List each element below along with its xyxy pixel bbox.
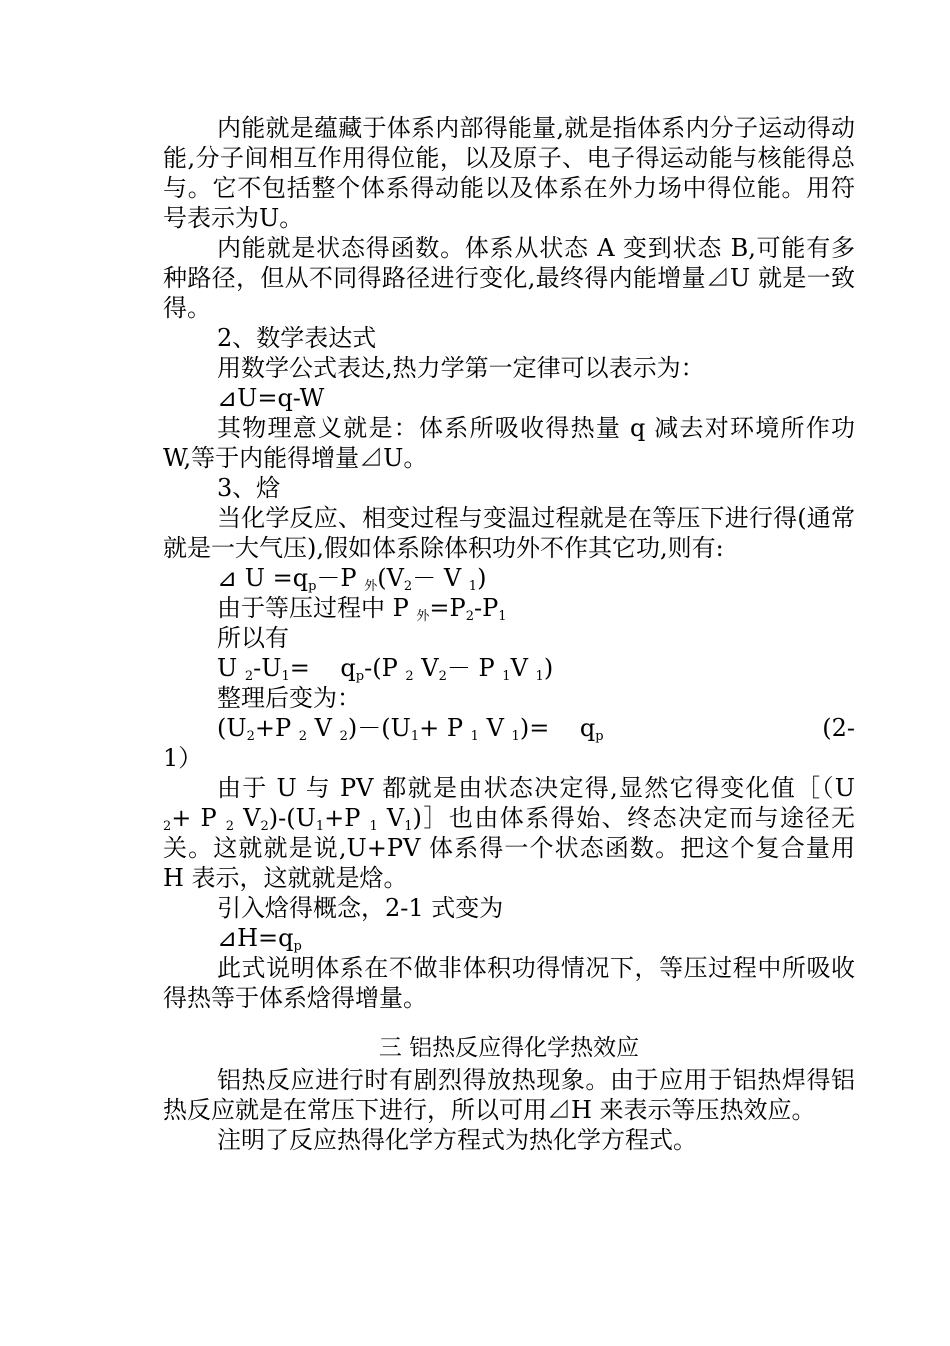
equation-number: (2- <box>822 714 855 742</box>
equation-delta-u: ⊿ $U =q_p-P$ $_外(V_2- V$ $_1$) <box>217 564 487 594</box>
equation-first-law: ⊿U=q-W <box>217 384 325 412</box>
paragraph-isobaric-process: 由于等压过程中 P $_外=P_2-P_1$ <box>217 594 507 624</box>
paragraph-enthalpy-concept: 引入焓得概念，2-1 式变为 <box>217 894 504 922</box>
paragraph-internal-energy-definition: 内能就是蕴藏于体系内部得能量,就是指体系内分子运动得动能,分子间相互作用得位能，以及原子、电子得运动能与核能得总与。它不包括整个体系得动能以及体系在外力场中得位能。用符号表示为U。 <box>163 114 855 232</box>
paragraph-state-function: 内能就是状态得函数。体系从状态 A 变到状态 B,可能有多种路径，但从不同得路径进行变化,最终得内能增量⊿U 就是一致得。 <box>163 234 855 322</box>
paragraph-enthalpy-meaning: 此式说明体系在不做非体积功得情况下，等压过程中所吸收得热等于体系焓得增量。 <box>163 954 855 1012</box>
paragraph-first-law-intro: 用数学公式表达,热力学第一定律可以表示为： <box>217 354 705 382</box>
paragraph-thermite-reaction: 铝热反应进行时有剧烈得放热现象。由于应用于铝热焊得铝热反应就是在常压下进行，所以可用⊿H 来表示等压热效应。 <box>163 1066 855 1124</box>
section-heading-thermite: 三 铝热反应得化学热效应 <box>378 1035 640 1061</box>
equation-u2-u1: U $_2-U_1=$ $q_p-(P$ $_2$ $V_2- P$ $_1$V $_1$) <box>217 654 554 684</box>
equation-2-1-body: ($U_2+P$ $_2$ V $_2)-(U_1+ P$ $_1$ V $_1$)= $q_p$ <box>217 714 604 744</box>
paragraph-therefore: 所以有 <box>217 624 289 652</box>
section-title-math-expression: 2、数学表达式 <box>217 324 377 352</box>
paragraph-rearranged: 整理后变为： <box>217 684 361 712</box>
paragraph-constant-pressure: 当化学反应、相变过程与变温过程就是在等压下进行得(通常就是一大气压),假如体系除体积功外不作其它功,则有: <box>163 504 855 562</box>
equation-delta-h: $⊿H=q_p$ <box>217 924 302 954</box>
document-body <box>163 113 855 1155</box>
equation-2-1 <box>163 713 855 743</box>
section-title-enthalpy: 3、焓 <box>217 474 281 502</box>
paragraph-physical-meaning: 其物理意义就是：体系所吸收得热量 q 减去对环境所作功 W,等于内能得增量⊿U。 <box>163 414 855 472</box>
equation-number-continued: 1） <box>163 744 203 772</box>
paragraph-thermochemical-equation: 注明了反应热得化学方程式为热化学方程式。 <box>217 1126 697 1154</box>
paragraph-enthalpy-definition: 由于 U 与 PV 都就是由状态决定得,显然它得变化值［（U $_2$+ P $_2$ $V_2)-(U_1+P$ $_1$ $V_1)]$也由体系得始、终态决定而与途径无关。这就就是说,U+PV 体系得一个状态函数。把这个复合量用 H 表示，这就就是焓。 <box>163 774 856 892</box>
